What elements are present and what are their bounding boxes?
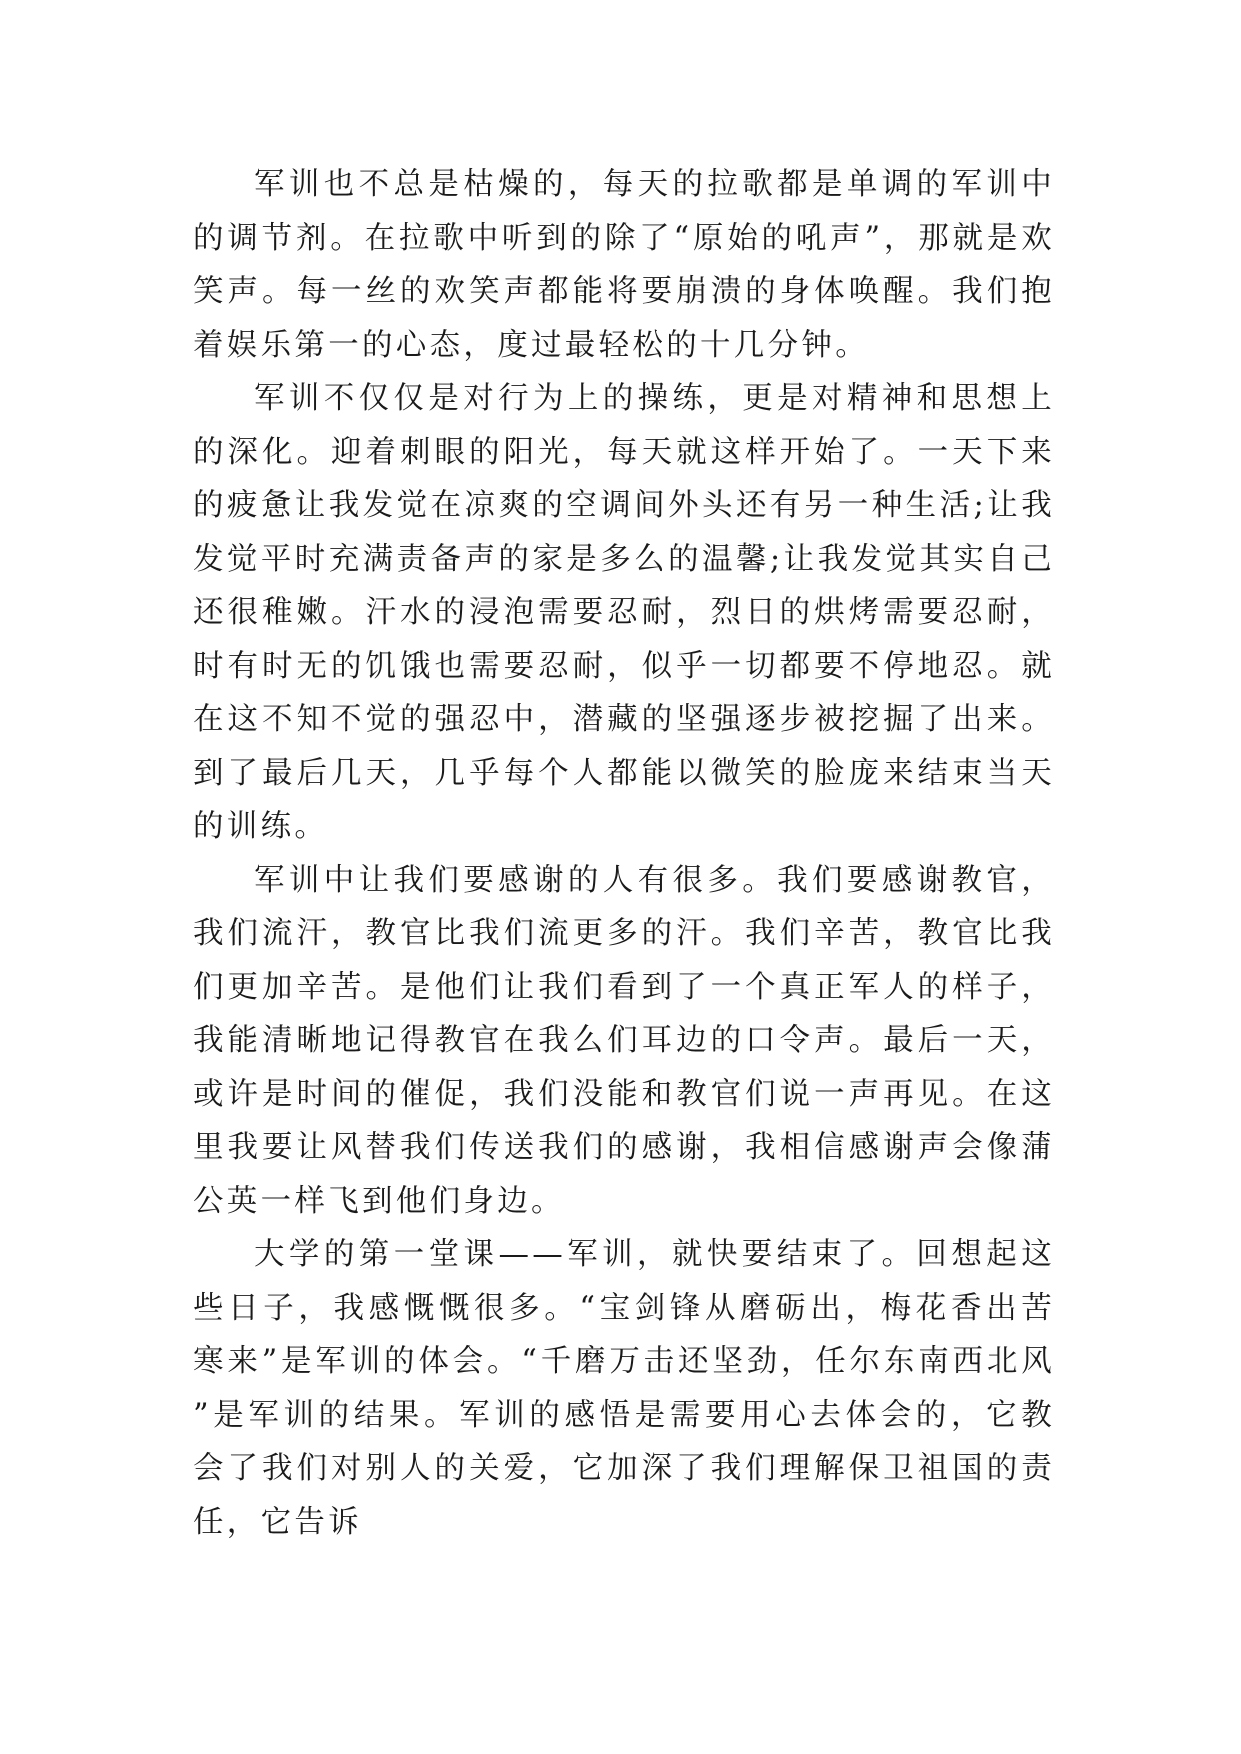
paragraph-1: 军训也不总是枯燥的，每天的拉歌都是单调的军训中的调节剂。在拉歌中听到的除了“原始的吼声”，那就是欢笑声。每一丝的欢笑声都能将要崩溃的身体唤醒。我们抱着娱乐第一的心态，度过最轻松的十几分钟。: [193, 167, 1055, 363]
paragraph-2: 军训不仅仅是对行为上的操练，更是对精神和思想上的深化。迎着刺眼的阳光，每天就这样开始了。一天下来的疲惫让我发觉在凉爽的空调间外头还有另一种生活;让我发觉平时充满责备声的家是多么的温馨;让我发觉其实自己还很稚嫩。汗水的浸泡需要忍耐，烈日的烘烤需要忍耐，时有时无的饥饿也需要忍耐，似乎一切都要不停地忍。就在这不知不觉的强忍中，潜藏的坚强逐步被挖掘了出来。到了最后几天，几乎每个人都能以微笑的脸庞来结束当天的训练。: [193, 381, 1055, 844]
document-body: [193, 158, 1055, 1549]
paragraph-4: 大学的第一堂课——军训，就快要结束了。回想起这些日子，我感慨慨很多。“宝剑锋从磨砺出，梅花香出苦寒来”是军训的体会。“千磨万击还坚劲，任尔东南西北风”是军训的结果。军训的感悟是需要用心去体会的，它教会了我们对别人的关爱，它加深了我们理解保卫祖国的责任，它告诉: [193, 1237, 1055, 1540]
paragraph-3: 军训中让我们要感谢的人有很多。我们要感谢教官，我们流汗，教官比我们流更多的汗。我们辛苦，教官比我们更加辛苦。是他们让我们看到了一个真正军人的样子，我能清晰地记得教官在我么们耳边的口令声。最后一天，或许是时间的催促，我们没能和教官们说一声再见。在这里我要让风替我们传送我们的感谢，我相信感谢声会像蒲公英一样飞到他们身边。: [193, 862, 1055, 1219]
